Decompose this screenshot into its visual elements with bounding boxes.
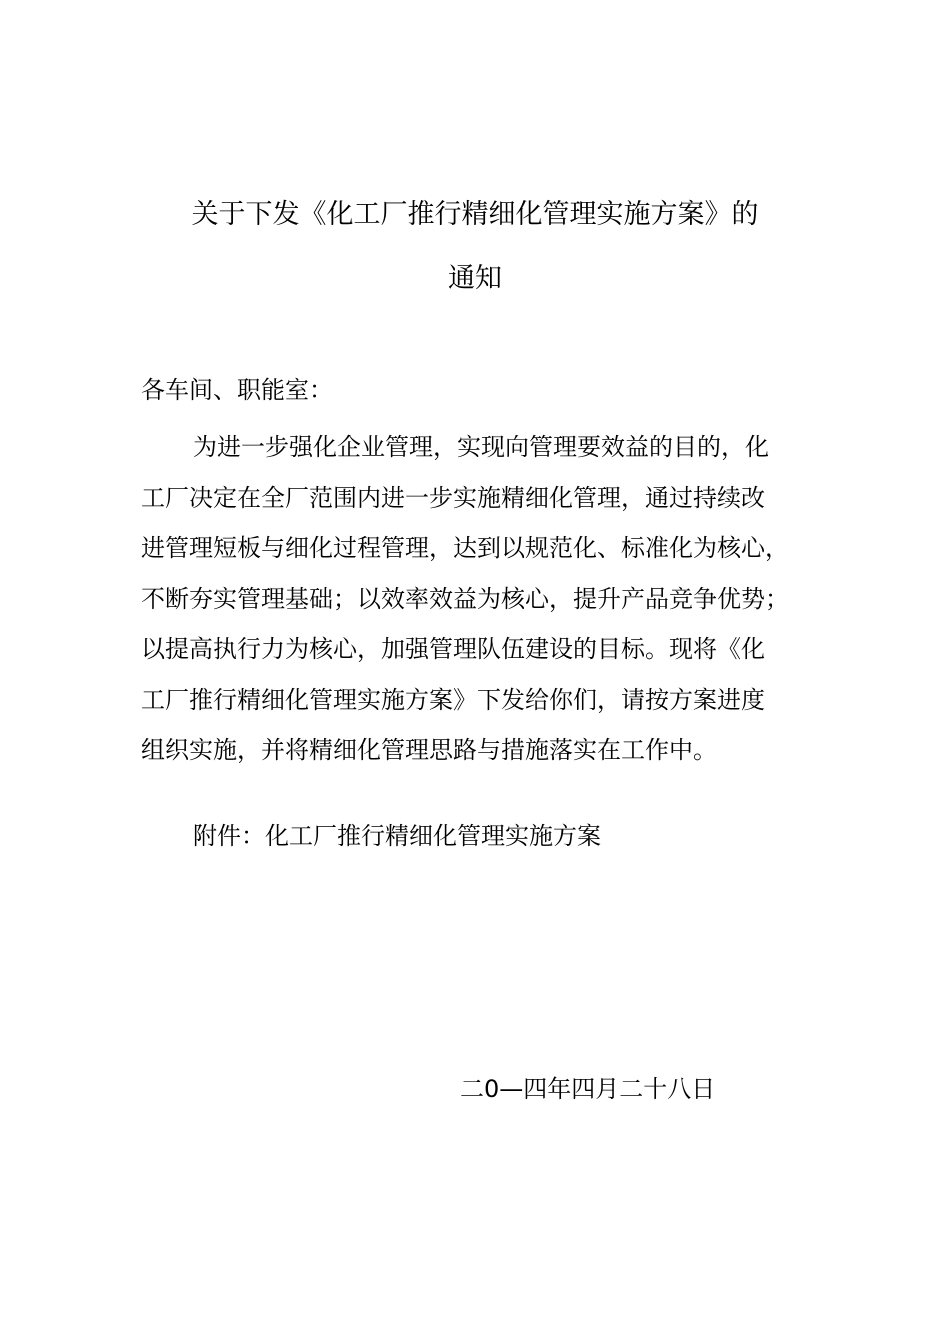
body-paragraph: [141, 422, 821, 776]
attachment-note: 附件：化工厂推行精细化管理实施方案: [193, 822, 601, 850]
body-line: 工厂推行精细化管理实施方案》下发给你们，请按方案进度: [141, 685, 765, 714]
document-title-line-1: 关于下发《化工厂推行精细化管理实施方案》的: [191, 199, 759, 230]
body-line: 进管理短板与细化过程管理，达到以规范化、标准化为核心，: [141, 534, 789, 562]
salutation: 各车间、职能室：: [141, 376, 333, 404]
body-line: 为进一步强化企业管理，实现向管理要效益的目的，化: [193, 433, 769, 461]
document-title-line-2: 通知: [448, 263, 502, 294]
issue-date: 二0—四年四月二十八日: [460, 1075, 716, 1103]
body-line: 不断夯实管理基础；以效率效益为核心，提升产品竞争优势；: [141, 584, 789, 613]
body-line: 工厂决定在全厂范围内进一步实施精细化管理，通过持续改: [141, 483, 765, 512]
body-line: 以提高执行力为核心，加强管理队伍建设的目标。现将《化: [141, 635, 765, 663]
body-line: 组织实施，并将精细化管理思路与措施落实在工作中。: [141, 736, 717, 764]
